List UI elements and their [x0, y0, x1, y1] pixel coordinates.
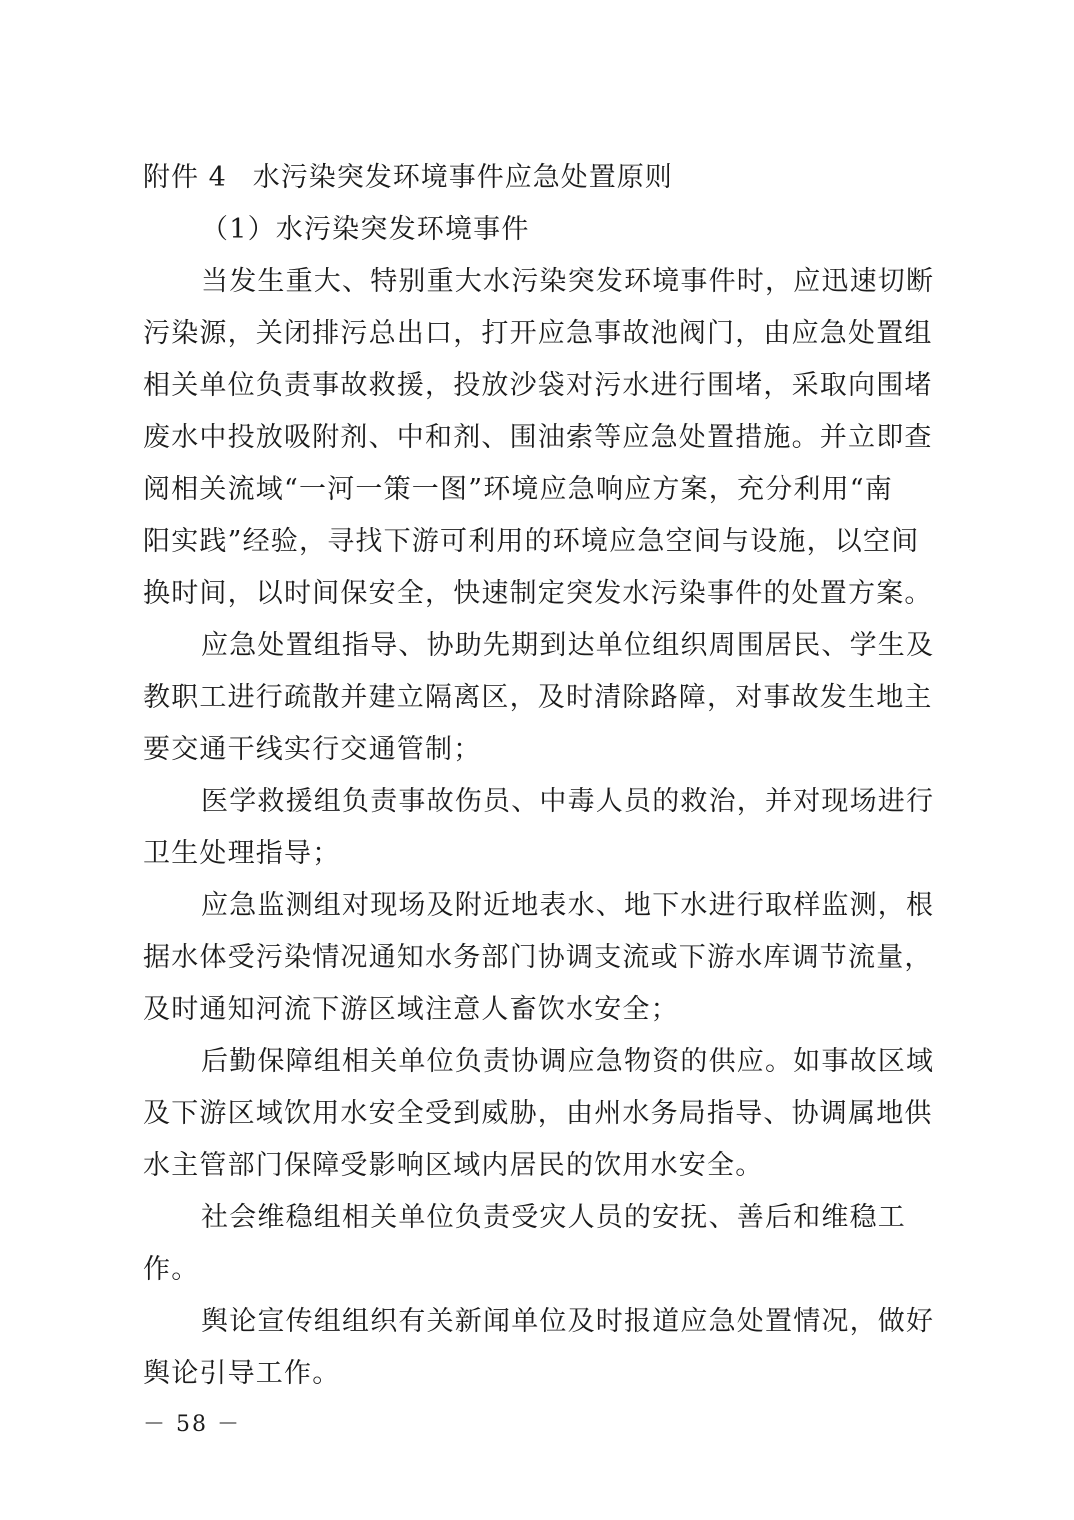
paragraph-line: 舆论引导工作。	[143, 1358, 341, 1389]
paragraph-line: 当发生重大、特别重大水污染突发环境事件时，应迅速切断	[201, 266, 935, 297]
attachment-title: 水污染突发环境事件应急处置原则	[252, 162, 673, 193]
paragraph-line: 社会维稳组相关单位负责受灾人员的安抚、善后和维稳工	[201, 1202, 906, 1233]
paragraph	[143, 1192, 940, 1296]
paragraph-line: 据水体受污染情况通知水务部门协调支流或下游水库调节流量，	[143, 942, 933, 973]
paragraph	[143, 880, 940, 1036]
paragraph-line: 废水中投放吸附剂、中和剂、围油索等应急处置措施。并立即查	[143, 422, 933, 453]
paragraph-line: 应急处置组指导、协助先期到达单位组织周围居民、学生及	[201, 630, 935, 661]
page-number: － 58 －	[143, 1412, 241, 1437]
attachment-label: 附件 4	[143, 162, 227, 193]
paragraph	[143, 256, 940, 620]
paragraph	[143, 620, 940, 776]
paragraph-line: 阳实践”经验，寻找下游可利用的环境应急空间与设施，以空间	[143, 526, 920, 557]
paragraph-line: 应急监测组对现场及附近地表水、地下水进行取样监测，根	[201, 890, 935, 921]
document-body	[143, 152, 940, 1400]
paragraph-line: 要交通干线实行交通管制；	[143, 734, 482, 765]
paragraph-line: 舆论宣传组组织有关新闻单位及时报道应急处置情况，做好	[201, 1306, 935, 1337]
paragraph-line: 阅相关流域“一河一策一图”环境应急响应方案，充分利用“南	[143, 474, 894, 505]
paragraph-line: 污染源，关闭排污总出口，打开应急事故池阀门，由应急处置组	[143, 318, 933, 349]
section-heading: （1）水污染突发环境事件	[201, 214, 530, 245]
paragraph-line: 卫生处理指导；	[143, 838, 341, 869]
paragraph-line: 教职工进行疏散并建立隔离区，及时清除路障，对事故发生地主	[143, 682, 933, 713]
paragraph	[143, 1036, 940, 1192]
paragraph	[143, 1296, 940, 1400]
paragraph-line: 后勤保障组相关单位负责协调应急物资的供应。如事故区域	[201, 1046, 935, 1077]
paragraph-line: 作。	[143, 1254, 200, 1285]
attachment-heading	[143, 152, 940, 204]
paragraph-line: 及下游区域饮用水安全受到威胁，由州水务局指导、协调属地供	[143, 1098, 933, 1129]
paragraph-line: 相关单位负责事故救援，投放沙袋对污水进行围堵，采取向围堵	[143, 370, 933, 401]
paragraph-line: 医学救援组负责事故伤员、中毒人员的救治，并对现场进行	[201, 786, 935, 817]
paragraph-line: 换时间，以时间保安全，快速制定突发水污染事件的处置方案。	[143, 578, 933, 609]
paragraph-line: 水主管部门保障受影响区域内居民的饮用水安全。	[143, 1150, 764, 1181]
paragraph	[143, 776, 940, 880]
paragraph-line: 及时通知河流下游区域注意人畜饮水安全；	[143, 994, 679, 1025]
